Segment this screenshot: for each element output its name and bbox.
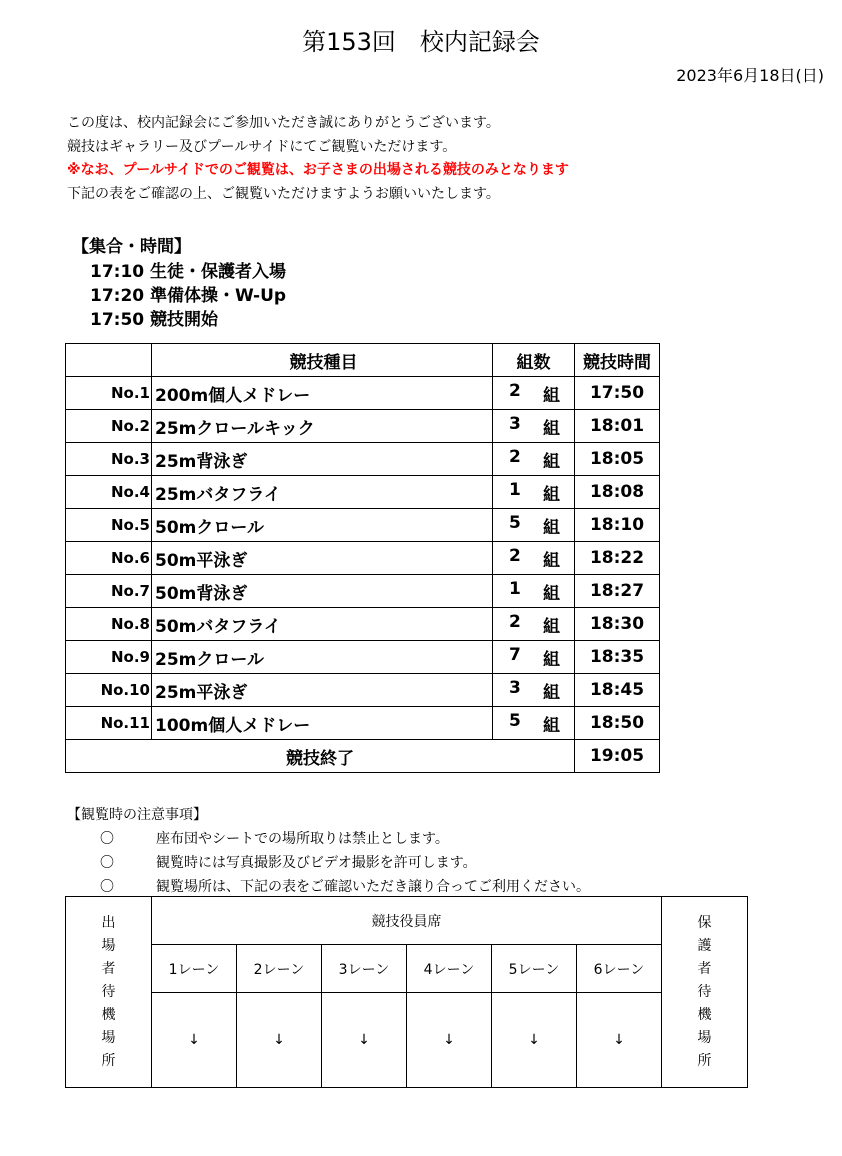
event-row — [66, 608, 660, 641]
officials-seat: 競技役員席 — [152, 897, 662, 945]
group-unit: 組 — [543, 517, 560, 538]
event-row — [66, 377, 660, 410]
competitor-waiting-area — [66, 897, 152, 1088]
event-name: 50mクロール — [152, 509, 493, 542]
event-number: No.5 — [66, 509, 152, 542]
event-time: 17:50 — [575, 377, 660, 410]
event-time: 18:50 — [575, 707, 660, 740]
event-groups — [493, 509, 575, 542]
intro-line-4: 下記の表をご確認の上、ご観覧いただけますようお願いいたします。 — [67, 186, 500, 202]
group-count: 3 — [509, 413, 521, 434]
events-header-row — [66, 344, 660, 377]
lane-arrow-icon: ↓ — [407, 993, 492, 1088]
end-row — [66, 740, 660, 773]
note-bullet: 〇 — [100, 855, 114, 871]
event-name: 25mクロールキック — [152, 410, 493, 443]
group-unit: 組 — [543, 385, 560, 406]
schedule-item: 17:20 準備体操・W-Up — [90, 286, 287, 306]
lane-arrow-icon: ↓ — [492, 993, 577, 1088]
event-row — [66, 410, 660, 443]
event-number: No.11 — [66, 707, 152, 740]
event-row — [66, 542, 660, 575]
event-groups — [493, 542, 575, 575]
group-unit: 組 — [543, 616, 560, 637]
event-time: 18:22 — [575, 542, 660, 575]
lane-arrow-icon: ↓ — [577, 993, 662, 1088]
event-number: No.6 — [66, 542, 152, 575]
schedule-item: 17:10 生徒・保護者入場 — [90, 262, 287, 282]
intro-warning: ※なお、プールサイドでのご観覧は、お子さまの出場される競技のみとなります — [67, 162, 569, 178]
event-groups — [493, 707, 575, 740]
event-groups — [493, 443, 575, 476]
lane-label: 5レーン — [492, 945, 577, 993]
event-time: 18:05 — [575, 443, 660, 476]
event-name: 25mクロール — [152, 641, 493, 674]
group-unit: 組 — [543, 649, 560, 670]
intro-line-2: 競技はギャラリー及びプールサイドにてご観覧いただけます。 — [67, 139, 457, 155]
event-row — [66, 641, 660, 674]
lane-label: 2レーン — [237, 945, 322, 993]
event-number: No.8 — [66, 608, 152, 641]
lane-label: 1レーン — [152, 945, 237, 993]
note-item — [0, 876, 842, 896]
event-time: 18:30 — [575, 608, 660, 641]
event-number: No.4 — [66, 476, 152, 509]
group-count: 2 — [509, 545, 521, 566]
header-groups: 組数 — [493, 344, 575, 377]
end-time: 19:05 — [575, 740, 660, 773]
event-name: 200m個人メドレー — [152, 377, 493, 410]
event-name: 50m平泳ぎ — [152, 542, 493, 575]
event-time: 18:01 — [575, 410, 660, 443]
header-time: 競技時間 — [575, 344, 660, 377]
schedule-heading: 【集合・時間】 — [72, 237, 191, 257]
note-item — [0, 852, 842, 872]
group-count: 1 — [509, 479, 521, 500]
lane-label: 4レーン — [407, 945, 492, 993]
event-time: 18:10 — [575, 509, 660, 542]
intro-line-1: この度は、校内記録会にご参加いただき誠にありがとうございます。 — [67, 115, 500, 131]
group-count: 5 — [509, 710, 521, 731]
lane-arrow-icon: ↓ — [322, 993, 407, 1088]
event-name: 50m背泳ぎ — [152, 575, 493, 608]
event-row — [66, 509, 660, 542]
event-row — [66, 476, 660, 509]
event-rows — [66, 377, 660, 740]
notes-heading: 【観覧時の注意事項】 — [67, 807, 207, 823]
event-row — [66, 575, 660, 608]
group-unit: 組 — [543, 715, 560, 736]
event-number: No.7 — [66, 575, 152, 608]
group-unit: 組 — [543, 682, 560, 703]
group-unit: 組 — [543, 451, 560, 472]
group-count: 3 — [509, 677, 521, 698]
event-time: 18:35 — [575, 641, 660, 674]
group-count: 2 — [509, 611, 521, 632]
event-groups — [493, 575, 575, 608]
group-count: 5 — [509, 512, 521, 533]
lane-arrows-row — [66, 993, 748, 1088]
lane-label: 6レーン — [577, 945, 662, 993]
event-time: 18:27 — [575, 575, 660, 608]
lane-labels-row — [66, 945, 748, 993]
event-groups — [493, 410, 575, 443]
event-number: No.9 — [66, 641, 152, 674]
note-item — [0, 828, 842, 848]
note-bullet: 〇 — [100, 879, 114, 895]
header-event: 競技種目 — [152, 344, 493, 377]
note-text: 観覧時には写真撮影及びビデオ撮影を許可します。 — [156, 855, 477, 871]
lane-arrow-icon: ↓ — [152, 993, 237, 1088]
event-number: No.3 — [66, 443, 152, 476]
event-number: No.2 — [66, 410, 152, 443]
event-name: 50mバタフライ — [152, 608, 493, 641]
group-unit: 組 — [543, 418, 560, 439]
event-number: No.1 — [66, 377, 152, 410]
note-text: 観覧場所は、下記の表をご確認いただき譲り合ってご利用ください。 — [156, 879, 590, 895]
group-unit: 組 — [543, 484, 560, 505]
event-row — [66, 707, 660, 740]
guardian-waiting-area — [662, 897, 748, 1088]
header-empty-cell — [66, 344, 152, 377]
note-bullet: 〇 — [100, 831, 114, 847]
competitor-waiting-label: 出 場 者 待 機 場 所 — [101, 914, 116, 1069]
event-groups — [493, 476, 575, 509]
lane-table — [65, 896, 748, 1088]
schedule-item: 17:50 競技開始 — [90, 310, 219, 330]
group-unit: 組 — [543, 583, 560, 604]
event-name: 25m平泳ぎ — [152, 674, 493, 707]
event-name: 25m背泳ぎ — [152, 443, 493, 476]
note-text: 座布団やシートでの場所取りは禁止とします。 — [156, 831, 449, 847]
group-count: 2 — [509, 380, 521, 401]
events-table — [65, 343, 660, 773]
event-groups — [493, 377, 575, 410]
event-name: 100m個人メドレー — [152, 707, 493, 740]
event-date: 2023年6月18日(日) — [676, 66, 824, 85]
end-label: 競技終了 — [66, 740, 575, 773]
event-time: 18:08 — [575, 476, 660, 509]
group-count: 1 — [509, 578, 521, 599]
group-count: 2 — [509, 446, 521, 467]
group-unit: 組 — [543, 550, 560, 571]
event-row — [66, 443, 660, 476]
event-groups — [493, 674, 575, 707]
lane-label: 3レーン — [322, 945, 407, 993]
event-number: No.10 — [66, 674, 152, 707]
event-name: 25mバタフライ — [152, 476, 493, 509]
group-count: 7 — [509, 644, 521, 665]
event-groups — [493, 641, 575, 674]
lane-arrow-icon: ↓ — [237, 993, 322, 1088]
event-groups — [493, 608, 575, 641]
guardian-waiting-label: 保 護 者 待 機 場 所 — [697, 914, 712, 1069]
event-time: 18:45 — [575, 674, 660, 707]
page-title: 第153回 校内記録会 — [302, 28, 540, 56]
event-row — [66, 674, 660, 707]
